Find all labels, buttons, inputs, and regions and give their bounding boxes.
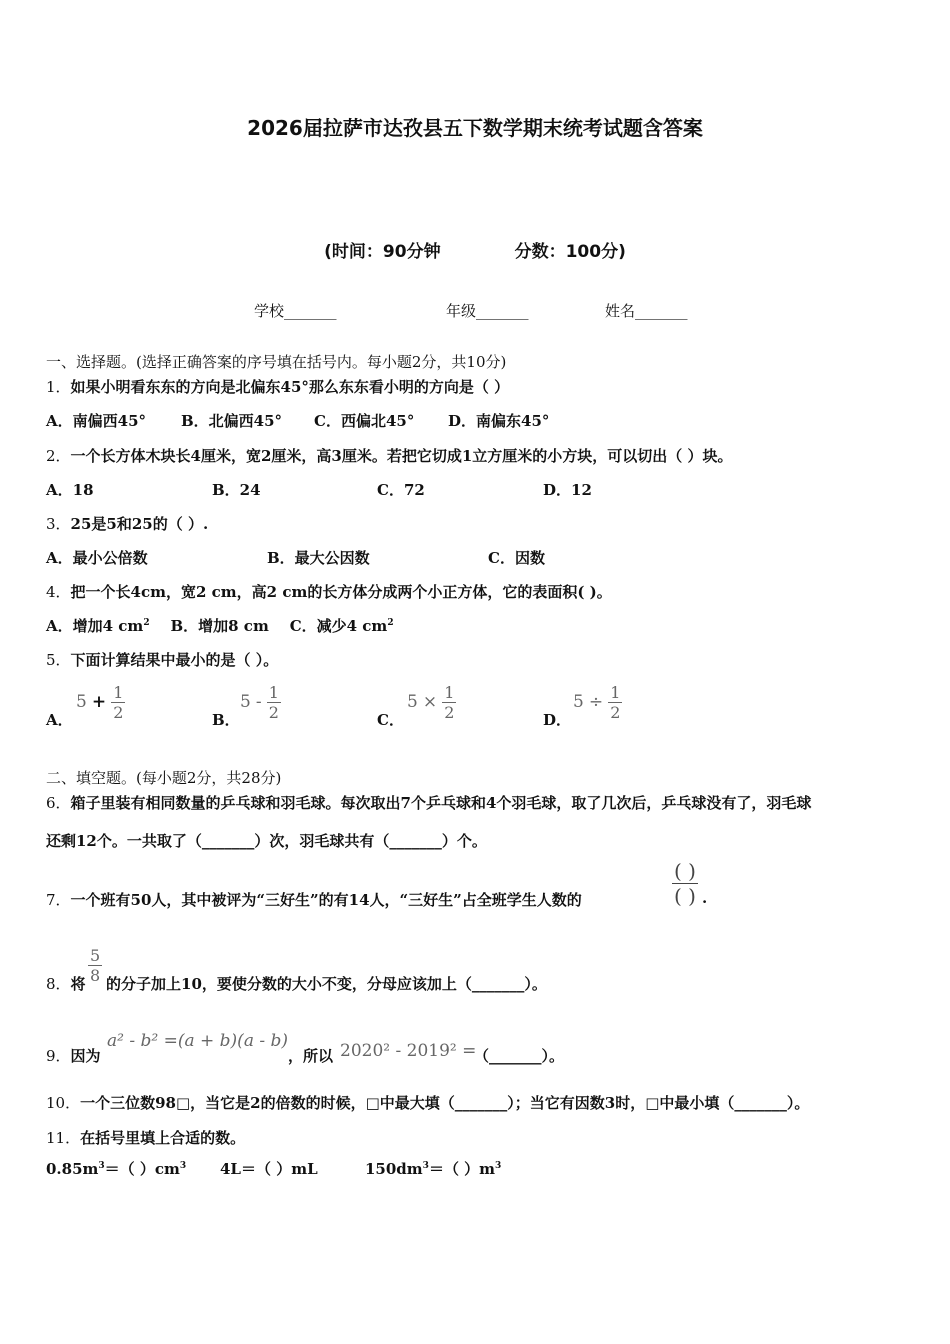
question-9: 9．因为	[46, 1047, 101, 1065]
q5-option-c-label[interactable]: C．	[377, 711, 404, 729]
q9-mid: ，所以	[288, 1047, 334, 1065]
question-8: 8．将	[46, 975, 86, 993]
q2-option-d[interactable]: D．12	[543, 481, 592, 499]
q3-option-a[interactable]: A．最小公倍数	[46, 549, 148, 567]
q3-option-c[interactable]: C．因数	[488, 549, 545, 567]
question-8-text: 的分子加上10，要使分数的大小不变，分母应该加上（_______）。	[106, 975, 547, 993]
section2-heading: 二、填空题。(每小题2分，共28分)	[46, 769, 282, 787]
page-title: 2026届拉萨市达孜县五下数学期末统考试题含答案	[247, 116, 703, 140]
q1-option-c[interactable]: C．西偏北45°	[314, 412, 415, 430]
question-1: 1．如果小明看东东的方向是北偏东45°那么东东看小明的方向是（ ）	[46, 378, 510, 396]
q2-option-b[interactable]: B．24	[212, 481, 261, 499]
grade-field[interactable]: 年级_______	[446, 302, 529, 320]
section1-heading: 一、选择题。(选择正确答案的序号填在括号内。每小题2分，共10分)	[46, 353, 507, 371]
q1-option-a[interactable]: A．南偏西45°	[46, 412, 147, 430]
question-6-line2: 还剩12个。一共取了（_______）次，羽毛球共有（_______）个。	[46, 832, 487, 850]
q9-answer-blank[interactable]: （_______）。	[474, 1047, 565, 1065]
q5-option-b-label[interactable]: B．	[212, 711, 240, 729]
q5-option-a-expr[interactable]: 5 + $\frac{1}{2}$	[76, 683, 124, 722]
q7-fraction-blank[interactable]: $\frac{( )}{( )}$	[674, 859, 696, 908]
q9-formula: a² - b² =(a + b)(a - b)	[107, 1031, 289, 1051]
q4-option-b[interactable]: B．增加8 cm	[170, 617, 269, 635]
question-10: 10．一个三位数98□，当它是2的倍数的时候，□中最大填（_______）；当它有因数3时，□中最小填（_______）。	[46, 1094, 810, 1112]
q11-item-3[interactable]: $150dm^3=$（ ）$m^3$	[365, 1160, 502, 1178]
q7-end: .	[702, 889, 708, 907]
q1-option-d[interactable]: D．南偏东45°	[448, 412, 550, 430]
question-3: 3．25是5和25的（ ）.	[46, 515, 209, 533]
q11-item-1[interactable]: $0.85m^3=$（ ）$cm^3$	[46, 1160, 187, 1178]
question-5: 5．下面计算结果中最小的是（ ）。	[46, 651, 279, 669]
q8-fraction: $\frac{5}{8}$	[90, 946, 101, 985]
exam-time: (时间：90分钟	[324, 242, 441, 262]
q11-item-2[interactable]: 4L＝（ ）mL	[220, 1160, 318, 1178]
question-2: 2．一个长方体木块长4厘米，宽2厘米，高3厘米。若把它切成1立方厘米的小方块，可以切出（ ）块。	[46, 447, 733, 465]
fraction: $\frac{1}{2}$	[268, 683, 279, 722]
q3-option-b[interactable]: B．最大公因数	[267, 549, 370, 567]
q5-option-a-label[interactable]: A．	[46, 711, 73, 729]
q5-option-b-expr[interactable]: 5 - $\frac{1}{2}$	[240, 683, 279, 722]
name-field[interactable]: 姓名_______	[605, 302, 688, 320]
question-7: 7．一个班有50人，其中被评为“三好生”的有14人，“三好生”占全班学生人数的	[46, 891, 582, 909]
exam-info	[0, 237, 950, 262]
school-field[interactable]: 学校_______	[254, 302, 337, 320]
q9-expr: 2020² - 2019² =	[340, 1041, 477, 1061]
question-6: 6．箱子里装有相同数量的乒乓球和羽毛球。每次取出7个乒乓球和4个羽毛球，取了几次后，乒乓球没有了，羽毛球	[46, 794, 812, 812]
fraction: $\frac{1}{2}$	[610, 683, 621, 722]
q4-options	[46, 615, 394, 636]
question-11: 11．在括号里填上合适的数。	[46, 1129, 246, 1147]
question-4: 4．把一个长4cm，宽2 cm，高2 cm的长方体分成两个小正方体，它的表面积( )。	[46, 583, 612, 601]
q5-option-d-expr[interactable]: 5 ÷ $\frac{1}{2}$	[573, 683, 621, 722]
q4-option-c[interactable]: C．减少4 $cm^2$	[289, 617, 394, 635]
fraction: $\frac{1}{2}$	[444, 683, 455, 722]
q1-option-b[interactable]: B．北偏西45°	[181, 412, 283, 430]
q2-option-c[interactable]: C．72	[377, 481, 425, 499]
exam-score: 分数：100分)	[514, 242, 626, 262]
q4-option-a[interactable]: A．增加4 $cm^2$	[46, 617, 150, 635]
q5-option-d-label[interactable]: D．	[543, 711, 572, 729]
fraction: $\frac{1}{2}$	[113, 683, 124, 722]
q2-option-a[interactable]: A．18	[46, 481, 94, 499]
q5-option-c-expr[interactable]: 5 × $\frac{1}{2}$	[407, 683, 455, 722]
